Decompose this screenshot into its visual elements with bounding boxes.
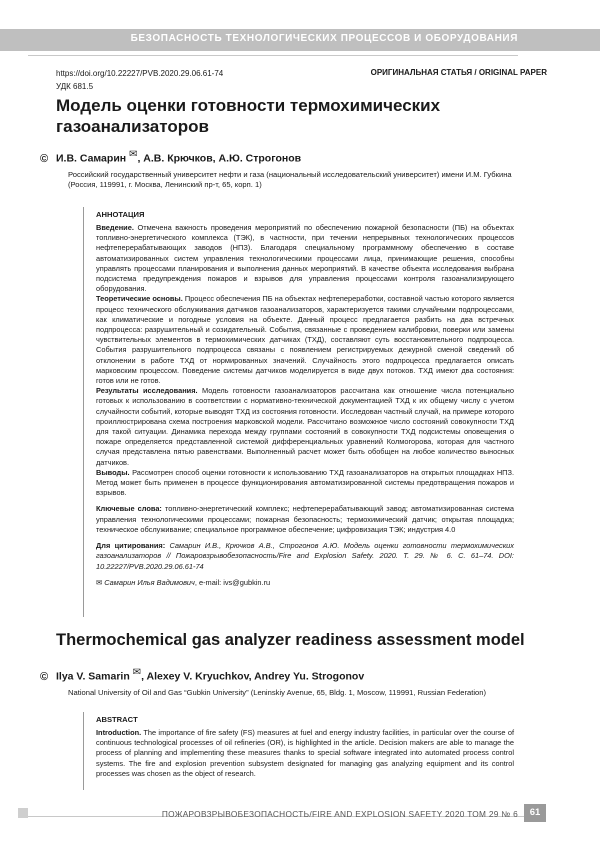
affiliation-english: National University of Oil and Gas “Gubkin University” (Leninskiy Avenue, 65, Bldg. 1, Moscow, 119991, Russian Federation) xyxy=(68,688,486,697)
footer-marker xyxy=(18,808,28,818)
abstract-introduction-en xyxy=(96,728,514,779)
authors-english xyxy=(40,667,364,683)
header-divider xyxy=(28,55,518,56)
contact-name: Самарин Илья Вадимович xyxy=(104,577,195,587)
authors-rest: , А.В. Крючков, А.Ю. Строгонов xyxy=(137,152,302,165)
udk-code: УДК 681.5 xyxy=(56,82,94,91)
envelope-icon: ✉ xyxy=(129,149,138,160)
author-samarin-en: Ilya V. Samarin xyxy=(56,670,130,683)
abstract-english xyxy=(83,712,516,790)
author-samarin: И.В. Самарин xyxy=(56,152,127,165)
envelope-icon: ✉ xyxy=(96,577,103,587)
section-title: БЕЗОПАСНОСТЬ ТЕХНОЛОГИЧЕСКИХ ПРОЦЕССОВ И ОБОРУДОВАНИЯ xyxy=(130,33,518,44)
cite-text: Самарин И.В., Крючков А.В., Строгонов А.Ю. Модель оценки готовности термохимических газоанализаторов // Пожаровзрывобезопасность/Fire and Explosion Safety. 2020. Т. 29. № 6. С. 61–74. DOI: 10.22227/PVB.2020.29.06.61-74 xyxy=(96,541,514,571)
conclusions-text: Рассмотрен способ оценки готовности к использованию ТХД газоанализаторов на открытых площадках НПЗ. Метод может быть применен в процессе функционирования автоматизированной системы предотвращения пожаров и взрывов. xyxy=(96,467,514,498)
title-english: Thermochemical gas analyzer readiness assessment model xyxy=(56,631,525,649)
authors-rest-en: , Alexey V. Kryuchkov, Andrey Yu. Strogonov xyxy=(141,670,365,683)
abstract-results xyxy=(96,386,514,468)
affiliation-russian: Российский государственный университет нефти и газа (национальный исследовательский университет) имени И.М. Губкина (Россия, 119991, г. Москва, Ленинский пр-т, 65, корп. 1) xyxy=(68,170,512,189)
intro-label: Введение. xyxy=(96,223,134,232)
abstract-heading: АННОТАЦИЯ xyxy=(96,210,145,219)
keywords-text: топливно-энергетический комплекс; нефтеперерабатывающий завод; автоматизированная система управления технологическими процессами; пожарная безопасность; термохимический датчик; открытая площадка; техническое обслуживание; специальное программное обеспечение; цифровизация ТЭК; индустрия 4.0 xyxy=(96,504,514,534)
abstract-heading-en: ABSTRACT xyxy=(96,715,138,724)
abstract-conclusions xyxy=(96,468,514,499)
title-russian: Модель оценки готовности термохимических газоанализаторов xyxy=(56,96,441,136)
conclusions-label: Выводы. xyxy=(96,467,130,477)
citation xyxy=(96,541,514,572)
contact-email[interactable]: , e-mail: ivs@gubkin.ru xyxy=(194,577,271,587)
keywords-label: Ключевые слова: xyxy=(96,504,162,514)
cite-label: Для цитирования: xyxy=(96,541,166,551)
abstract-theory xyxy=(96,294,514,386)
authors-russian xyxy=(40,149,301,165)
section-header-bar xyxy=(0,29,600,51)
intro-text-en: The importance of fire safety (FS) measures at fuel and energy industry facilities, in particular over the course of continuous technological processes of oil refineries (OR), is highlighted in the article. Decision makers are able to manage the process of planning and implementing these measures thanks to special software integrated into automated process control systems. The fire and explosion prevention subsystem designated for managing gas analyzing equipment and its control processes was chosen as the object of research. xyxy=(96,728,514,778)
intro-text: Отмечена важность проведения мероприятий по обеспечению пожарной безопасности (ПБ) на объектах топливно-энергетического комплекса (ТЭК), в частности, при течении непрерывных технологических процессов нефтеперерабатывающих заводов (НПЗ). Благодаря специальному программному обеспечению в составе автоматизированных систем управления технологическими процессами лица, принимающие решения, способны управлять процессами планирования и выполнения данных мероприятий. В качестве объекта исследования выбрана подсистема предупреждения пожаров и взрывов для управления процессами контроля газоанализирующего оборудования. xyxy=(96,223,514,294)
article-type: ОРИГИНАЛЬНАЯ СТАТЬЯ / ORIGINAL PAPER xyxy=(370,68,547,77)
intro-label-en: Introduction. xyxy=(96,728,142,737)
theory-label: Теоретические основы. xyxy=(96,294,183,304)
envelope-icon: ✉ xyxy=(132,667,142,678)
page-number: 61 xyxy=(524,804,546,822)
doi-link[interactable]: https://doi.org/10.22227/PVB.2020.29.06.61-74 xyxy=(56,69,224,78)
results-label: Результаты исследования. xyxy=(96,386,198,396)
theory-text: Процесс обеспечения ПБ на объектах нефтепереработки, составной частью которого является процесс технического обслуживания датчиков газоанализаторов, характеризуется такими случайными подпроцессами, как климатические и погодные условия на объекте. Данный процесс предлагается разбить на два встречных подпроцесса: разрушительный и созидательный. События, связанные с проведением калибровки, поверки или замены чувствительных элементов в термохимических датчиках (ТХД), составляют суть восстановительного подпроцесса. События разрушительного подпроцесса связаны с появлением регистрируемых дежурной сменой сведений об отклонении в работе ТХД от нормированных значений. Случайность этого подпроцесса предлагается описать марковским процессом. Поведение системы датчиков моделируется в виде двух потоков. ТХД имеют два состояния: готов или не готов. xyxy=(96,294,515,386)
abstract-russian xyxy=(83,207,516,617)
journal-footer: ПОЖАРОВЗРЫВОБЕЗОПАСНОСТЬ/FIRE AND EXPLOSION SAFETY 2020 ТОМ 29 № 6 xyxy=(161,809,518,819)
contact-line xyxy=(96,578,514,587)
copyright-icon: © xyxy=(40,152,49,165)
copyright-icon: © xyxy=(40,670,49,683)
results-text: Модель готовности газоанализаторов рассчитана как отношение числа потенциально готовых к использованию в соответствии с нормативно-технической документацией ТХД к их общему числу с учетом случайности событий, которые выводят ТХД из состояния готовности. Исследован частный случай, на примере которого проиллюстрирована схема построения марковской модели. Рассчитано возможное число состояний совокупности ТХД для такой ситуации. Динамика перехода между группами состояний в совокупности ТХД подсистемы оповещения о пожаре определяется представленной системой дифференциальных уравнений Колмогорова, которая для частного случая представлена пятью равенствами. Выполненный расчет может быть обобщен на любое количество выносных датчиков. xyxy=(96,386,514,467)
keywords xyxy=(96,504,514,535)
abstract-introduction xyxy=(96,223,514,294)
